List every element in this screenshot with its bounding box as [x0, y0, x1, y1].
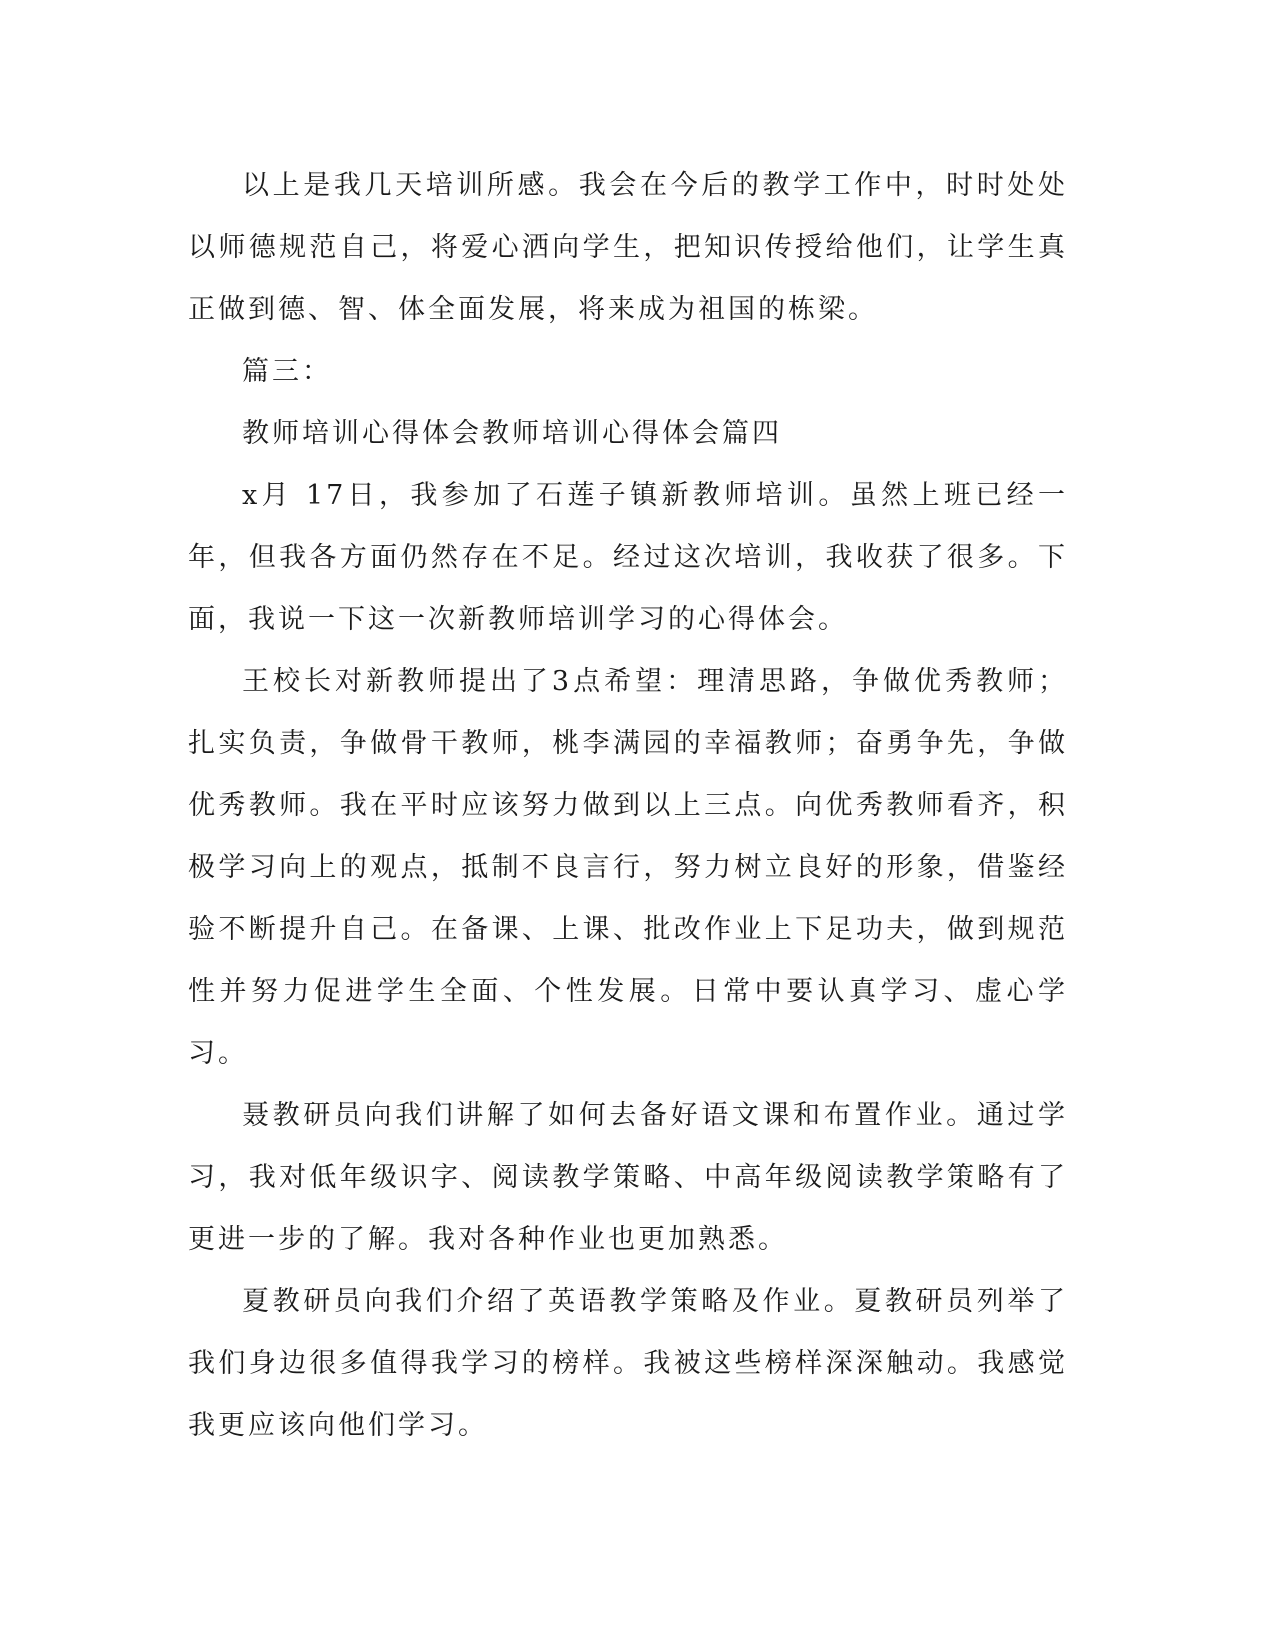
document-body: [188, 155, 1068, 1457]
paragraph-principal: 王校长对新教师提出了3点希望：理清思路，争做优秀教师；扎实负责，争做骨干教师，桃李满园的幸福教师；奋勇争先，争做优秀教师。我在平时应该努力做到以上三点。向优秀教师看齐，积极学习向上的观点，抵制不良言行，努力树立良好的形象，借鉴经验不断提升自己。在备课、上课、批改作业上下足功夫，做到规范性并努力促进学生全面、个性发展。日常中要认真学习、虚心学习。: [188, 666, 1068, 1069]
section-heading: 篇三：: [242, 356, 332, 387]
paragraph-conclusion: 以上是我几天培训所感。我会在今后的教学工作中，时时处处以师德规范自己，将爱心洒向学生，把知识传授给他们，让学生真正做到德、智、体全面发展，将来成为祖国的栋梁。: [188, 170, 1068, 325]
paragraph-chinese-teaching: 聂教研员向我们讲解了如何去备好语文课和布置作业。通过学习，我对低年级识字、阅读教学策略、中高年级阅读教学策略有了更进一步的了解。我对各种作业也更加熟悉。: [188, 1100, 1068, 1255]
paragraph-english-teaching: 夏教研员向我们介绍了英语教学策略及作业。夏教研员列举了我们身边很多值得我学习的榜样。我被这些榜样深深触动。我感觉我更应该向他们学习。: [188, 1286, 1068, 1441]
paragraph-intro: x月 17日，我参加了石莲子镇新教师培训。虽然上班已经一年，但我各方面仍然存在不足。经过这次培训，我收获了很多。下面，我说一下这一次新教师培训学习的心得体会。: [188, 480, 1068, 635]
article-title: 教师培训心得体会教师培训心得体会篇四: [242, 418, 782, 449]
